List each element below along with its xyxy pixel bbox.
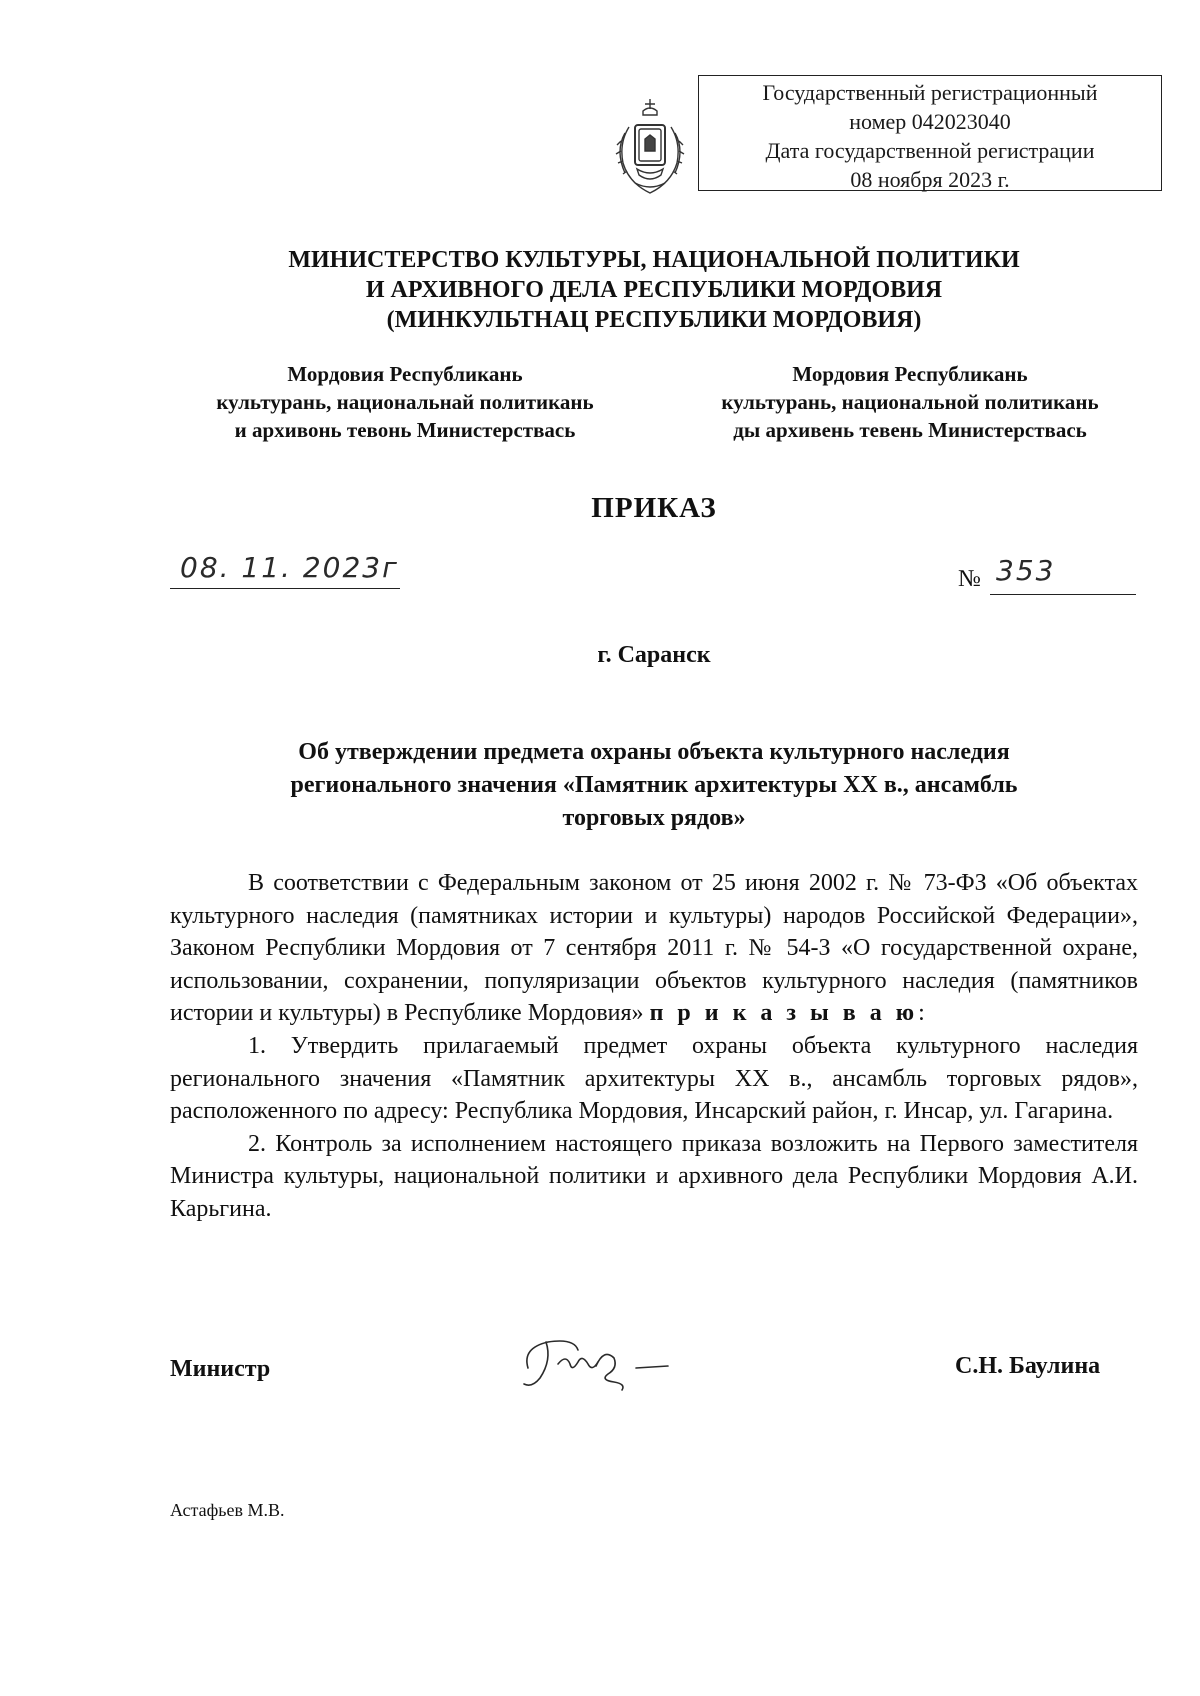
ministry-name-russian	[0, 245, 1200, 335]
erzya-line-1: Мордовия Республикань	[792, 362, 1028, 386]
order-subject	[170, 736, 1138, 835]
subject-line-1: Об утверждении предмета охраны объекта культурного наследия	[298, 739, 1010, 765]
city: г. Саранск	[597, 642, 711, 668]
preamble-text: В соответствии с Федеральным законом от 25 июня 2002 г. № 73-ФЗ «Об объектах культурного наследия (памятниках истории и культуры) народов Российской Федерации», Законом Республики Мордовия от 7 сентября 2011 г. № 54-З «О государственной охране, использовании, сохранении, популяризации объектов культурного наследия (памятников истории и культуры) в Республике Мордовия»	[170, 870, 1138, 1027]
signer-name: С.Н. Баулина	[955, 1353, 1101, 1379]
date-handwritten: 08. 11. 2023г	[180, 551, 399, 584]
order-body	[170, 867, 1138, 1226]
moksha-line-2: культурань, национальнай политикань	[216, 390, 594, 414]
erzya-line-3: ды архивень тевень Министерствась	[733, 418, 1087, 442]
registration-line-1: Государственный регистрационный	[762, 80, 1098, 105]
subject-line-3: торговых рядов»	[562, 805, 746, 831]
ministry-name-line-3: (МИНКУЛЬТНАЦ РЕСПУБЛИКИ МОРДОВИЯ)	[386, 307, 922, 333]
number-field	[990, 554, 1136, 595]
ministry-name-moksha	[170, 360, 640, 444]
number-label: №	[958, 566, 981, 592]
date-field	[170, 551, 400, 589]
order-colon: :	[918, 1000, 925, 1027]
moksha-line-3: и архивонь тевонь Министерствась	[234, 418, 576, 442]
ministry-name-erzya	[675, 360, 1145, 444]
executor-name: Астафьев М.В.	[170, 1500, 285, 1520]
ministry-name-line-1: МИНИСТЕРСТВО КУЛЬТУРЫ, НАЦИОНАЛЬНОЙ ПОЛИТИКИ	[288, 247, 1020, 273]
order-item-1: 1. Утвердить прилагаемый предмет охраны объекта культурного наследия регионального значения «Памятник архитектуры XX в., ансамбль торговых рядов», расположенного по адресу: Республика Мордовия, Инсарский район, г. Инсар, ул. Гагарина.	[170, 1032, 1138, 1125]
registration-date: 08 ноября 2023 г.	[850, 167, 1010, 192]
number-handwritten: 353	[996, 554, 1056, 587]
order-item-2: 2. Контроль за исполнением настоящего приказа возложить на Первого заместителя Министра культуры, национальной политики и архивного дела Республики Мордовия А.И. Карьгина.	[170, 1130, 1138, 1222]
order-word: п р и к а з ы в а ю	[649, 1000, 919, 1027]
subject-line-2: регионального значения «Памятник архитектуры XX в., ансамбль	[290, 772, 1018, 798]
moksha-line-1: Мордовия Республикань	[287, 362, 523, 386]
ministry-name-line-2: И АРХИВНОГО ДЕЛА РЕСПУБЛИКИ МОРДОВИЯ	[365, 277, 943, 303]
handwritten-signature	[518, 1328, 708, 1398]
coat-of-arms-icon	[605, 93, 695, 201]
registration-number: номер 042023040	[849, 109, 1011, 134]
erzya-line-2: культурань, национальной политикань	[721, 390, 1099, 414]
preamble-paragraph	[170, 867, 1138, 1030]
registration-stamp	[698, 75, 1162, 191]
registration-line-3: Дата государственной регистрации	[765, 138, 1095, 163]
document-type-title: ПРИКАЗ	[591, 492, 717, 524]
signer-title: Министр	[170, 1356, 271, 1382]
